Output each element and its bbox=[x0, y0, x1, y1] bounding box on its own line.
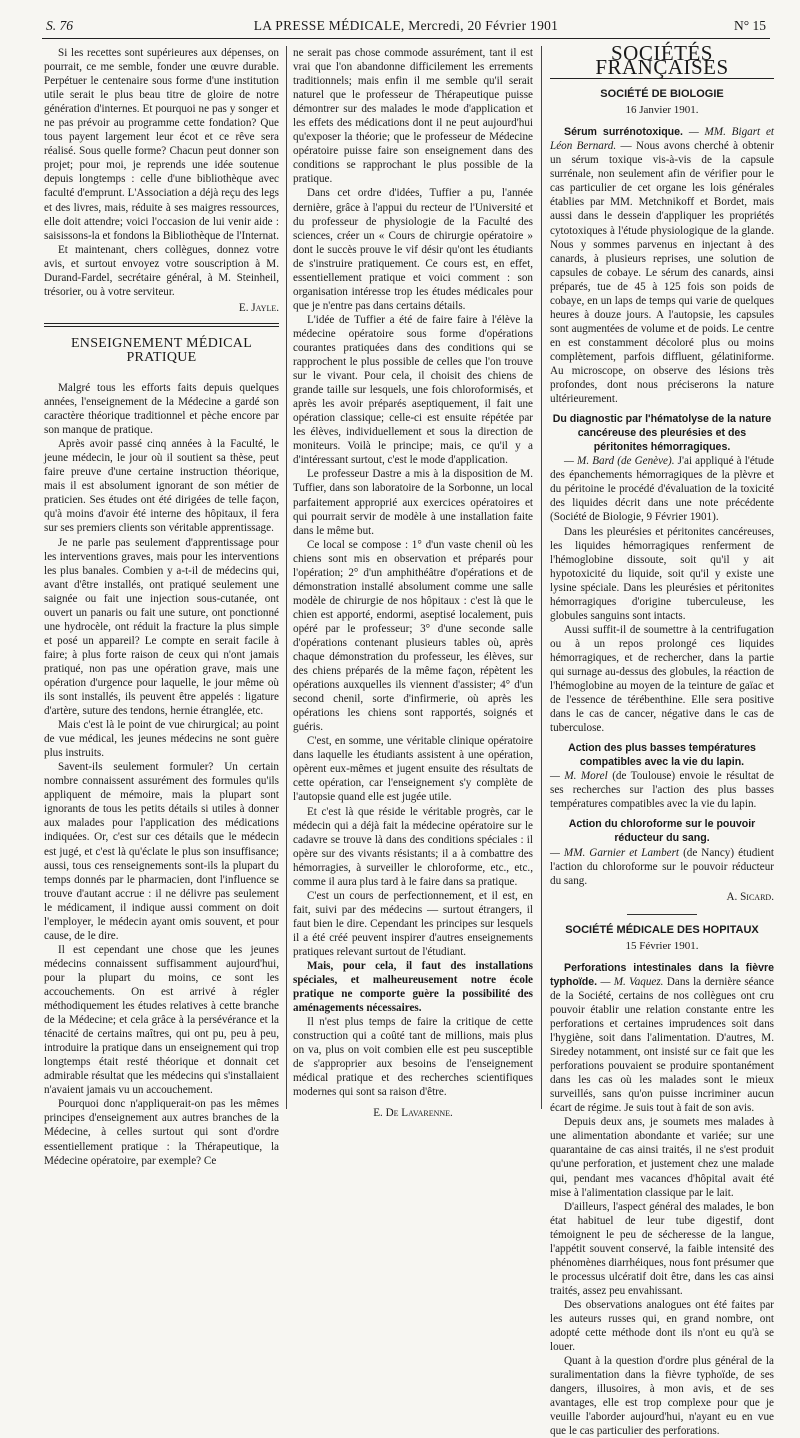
column-middle bbox=[293, 46, 533, 1119]
page-header bbox=[42, 14, 770, 39]
paragraph: Dans les pleurésies et péritonites cancéreuses, les liquides hémorragiques renferment de l'hémoglobine dissoute, soit qu'il y ait hypotoxicité du liquide, soit qu'il y existe une lysine spéciale. Dans les pleurésies et péritonites hémorragiques d'origine tuberculeuse, les globules sanguins sont intacts. bbox=[550, 525, 774, 622]
article-heading: Du diagnostic par l'hématolyse de la nature cancéreuse des pleurésies et des péritonites hémorragiques. bbox=[552, 413, 772, 454]
paragraph: Et maintenant, chers collègues, donnez votre avis, et surtout envoyez votre souscription à M. Durand-Fardel, secrétaire général, à M. Steinheil, trésorier, ou à votre serviteur. bbox=[44, 243, 279, 298]
session-date: 16 Janvier 1901. bbox=[625, 104, 699, 117]
column-right bbox=[550, 41, 775, 1438]
section-title: SOCIÉTÉS FRANÇAISES bbox=[550, 46, 774, 79]
article-heading: Action des plus basses températures compatibles avec la vie du lapin. bbox=[568, 742, 756, 769]
article bbox=[550, 846, 774, 888]
society-title: SOCIÉTÉ DE BIOLOGIE bbox=[600, 88, 724, 101]
article bbox=[550, 454, 774, 524]
signature: E. De Lavarenne. bbox=[373, 1106, 453, 1119]
signature: A. Sicard. bbox=[726, 890, 774, 903]
article-heading-block bbox=[550, 412, 774, 454]
session-date: 15 Février 1901. bbox=[625, 939, 699, 952]
article-heading-block bbox=[550, 741, 774, 769]
paragraph: Depuis deux ans, je soumets mes malades à une alimentation abondante et variée; sur une quarantaine de cas ainsi traités, il ne s'est produit qu'une perforation, et justement chez une malade qui, pendant mes vacances d'hôpital avait été mise à l'alimentation classique par le lait. bbox=[550, 1116, 774, 1199]
article-authors: — M. Morel bbox=[550, 770, 608, 783]
paragraph: Quant à la question d'ordre plus général de la suralimentation dans la fièvre typhoïde, de ses dangers, illusoires, à mon avis, et de ses avantages, elle est trop complexe pour que je veuille l'aborder aujourd'hui, n'ayant eu en vue que le cas particulier des perforations. bbox=[550, 1355, 774, 1438]
paragraph: Pourquoi donc n'appliquerait-on pas les mêmes principes d'enseignement aux autres branches de la Médecine, à celles surtout qui sont d'ordre essentiellement pratique : la Thérapeutique, la Médecine opératoire, par exemple? Ce bbox=[44, 1098, 279, 1167]
paragraph: Après avoir passé cinq années à la Faculté, le jeune médecin, le jour où il soutient sa thèse, peut faire preuve d'une certaine instruction théorique, mais il est absolument ignorant de son métier de praticien. Ses études ont été dirigées de telle façon, qu'à moins d'avoir été interne des hôpitaux, il fera sur ses premiers clients son véritable apprentissage. bbox=[44, 438, 279, 535]
paragraph: ne serait pas chose commode assurément, tant il est vrai que l'on abandonne difficilement les errements traditionnels; mais enfin il me semble qu'il serait naturel que le professeur de Thérapeutique puisse démontrer sur des malades le mode d'application et les effets des médications dont il ne peut aujourd'hui qu'exposer la théorie; que le professeur de Médecine opératoire puisse faire son enseignement dans des conditions se rapprochant le plus possible de la pratique. bbox=[293, 47, 533, 186]
article-heading-block bbox=[550, 817, 774, 845]
article-text: J'ai appliqué à l'étude des épanchements hémorragiques de la plèvre et du péritoine le procédé d'évaluation de la toxicité des liquides décrit dans une note précédente (Société de Biologie, 9 Février 1901). bbox=[550, 455, 774, 524]
column-divider bbox=[286, 46, 287, 1109]
paragraph: Des observations analogues ont été faites par les auteurs russes qui, en grand nombre, ont adopté cette méthode dont ils n'ont eu qu'à se louer. bbox=[550, 1298, 774, 1354]
society-title: SOCIÉTÉ MÉDICALE DES HOPITAUX bbox=[565, 923, 759, 936]
paragraph: Aussi suffit-il de soumettre à la centrifugation ou à un repos prolongé ces liquides hémorragiques, et de rechercher, dans la partie qui surnage au-dessus des globules, la réaction de l'hémoglobine au moyen de la teinture de gaïac et de l'essence de térébenthine. Elle sera positive dans le cas de cancer, négative dans le cas de tuberculose. bbox=[550, 623, 774, 735]
page-number: S. 76 bbox=[46, 18, 73, 33]
paragraph: Mais c'est là le point de vue chirurgical; au point de vue médical, les jeunes médecins ne sont guère plus instruits. bbox=[44, 719, 279, 760]
paragraph: Et c'est là que réside le véritable progrès, car le médecin qui a déjà fait la médecine opératoire sur le cadavre se trouve là dans des conditions spéciales : il opère sur des vivants résistants; il a à combattre des hémorragies, à surveiller le chloroforme, etc., etc., comme il aura plus tard à le faire dans sa pratique. bbox=[293, 805, 533, 888]
issue-number: N° 15 bbox=[733, 18, 766, 33]
article-heading: Perforations intestinales dans la fièvre typhoïde. bbox=[550, 961, 774, 988]
article-heading: Action du chloroforme sur le pouvoir réducteur du sang. bbox=[568, 818, 756, 845]
signature: E. Jayle. bbox=[238, 301, 279, 314]
paragraph: C'est un cours de perfectionnement, et il est, en fait, suivi par des médecins — surtout étrangers, il faut bien le dire. Cependant les principes sur lesquels il a été créé peuvent inspirer d'autres enseignements pratiques relevant surtout de l'étudiant. bbox=[293, 889, 533, 958]
article-authors: — MM. Bigart et Léon Bernard. bbox=[550, 126, 774, 153]
paragraph: Ce local se compose : 1° d'un vaste chenil où les chiens sont mis en observation et préparés pour l'opération; 2° d'un amphithéâtre d'opérations et de démonstration installé absolument comme une salle modèle de chirurgie de nos hôpitaux : c'est là que le chien est apporté, endormi, aseptisé localement, puis opéré par le professeur; 3° d'une seconde salle d'opérations contenant plusieurs tables où, après chaque démonstration du professeur, les élèves, sur des chiens préparés de la même façon, répètent les opérations auxquelles ils viennent d'assister; 4° d'un second chenil, sorte d'infirmerie, où après les opérations les chiens sont rapportés, soignés et guéris. bbox=[293, 538, 533, 734]
article bbox=[550, 125, 774, 406]
paragraph: L'idée de Tuffier a été de faire faire à l'élève la médecine opératoire sous forme d'opérations courantes pratiquées dans des conditions qui se rapprochent le plus possible de celles que l'on trouve sur le vivant. Pour cela, il choisit des chiens de grande taille sur lesquels, une fois chloroformisés, et après les avoir préparés aseptiquement, il fait une opération classique; celle-ci est ensuite répétée par les élèves, individuellement et sous la direction de moniteurs. Voilà le principe; mais, ce qu'il y a d'intéressant surtout, c'est le mode d'application. bbox=[293, 313, 533, 467]
paragraph: Savent-ils seulement formuler? Un certain nombre connaissent assurément des formules qu'ils appliquent de mémoire, mais la plupart sont ignorants de tous les petits détails si utiles à donner aux malades pour l'application des médications indiquées. Or, c'est sur ces détails que le médecin est jugé, et c'est là qu'éclate le plus son insuffisance; aussi, tous ces renseignements sont-ils la plupart du temps donnés par le pharmacien, dont l'influence se trouve d'autant accrue : il ne délivre pas seulement le médicament, il indique aussi comment on doit l'employer, le médecin ayant omis souvent, et pour cause, de le dire. bbox=[44, 761, 279, 942]
paragraph: Mais, pour cela, il faut des installations spéciales, et malheureusement notre école pratique ne comporte guère la possibilité des aménagements nécessaires. bbox=[293, 960, 533, 1015]
paragraph: Il est cependant une chose que les jeunes médecins connaissent suffisamment aujourd'hui, pour la plupart du moins, ce sont les accouchements. On est arrivé à régler méthodiquement les études relatives à cette branche de la Médecine; et cela grâce à la persévérance et la ténacité de certains maîtres, qui ont pu, peu à peu, introduire la pratique dans un enseignement qui trop longtemps était resté théorique et donnait cet admirable résultat que les médecins qui s'installaient n'avaient jamais vu un accouchement. bbox=[44, 943, 279, 1097]
paragraph: Le professeur Dastre a mis à la disposition de M. Tuffier, dans son laboratoire de la Sorbonne, un local parfaitement approprié aux exercices opératoires et qui pourrait servir de modèle à une installation faite dans le même but. bbox=[293, 468, 533, 537]
article bbox=[550, 961, 774, 1116]
article bbox=[550, 769, 774, 811]
paragraph: Si les recettes sont supérieures aux dépenses, on pourrait, ce me semble, fonder une œuvre durable. Perpétuer le centenaire sous forme d'une institution utile serait le plus beau titre de gloire de notre génération d'internes. Et pourquoi ne pas y songer et ne pas prévoir au programme cette fondation? Que tous payent largement leur écot et ce rêve sera réalisé. Sous quelle forme? Chacun peut donner son projet; pour moi, je reprends une idée soutenue depuis longtemps : celle d'une bibliothèque avec faculté d'emprunt. L'Association a déjà reçu des legs et des livres, mais, réduite à ses maigres ressources, elle doit attendre; voici l'occasion de lui venir aide : saisissons-la et fondons la Bibliothèque de l'Internat. bbox=[44, 47, 279, 242]
article-authors: — MM. Garnier et Lambert bbox=[550, 846, 680, 859]
paragraph: Dans cet ordre d'idées, Tuffier a pu, l'année dernière, grâce à l'appui du recteur de l'Université et du professeur de physiologie de la Faculté des sciences, créer un « Cours de chirurgie opératoire » dont le succès prouve le vif désir qu'ont les étudiants de s'instruire pratiquement. Ce cours est, en effet, essentiellement pratique et voici comment : son organisation intéresse trop les études médicales pour que je n'entre pas dans certains détails. bbox=[293, 187, 533, 312]
paragraph: Je ne parle pas seulement d'apprentissage pour les interventions graves, mais pour les interventions les plus banales. Combien y a-t-il de médecins qui, avant d'être installés, ont pratiqué seulement une saignée ou fait une injection sous-cutanée, ont ouvert un panaris ou fait une suture, ont ponctionné une hydrocèle, ont réduit la fracture la plus simple et posé un appareil? Le compte en serait facile à faire; à plus forte raison de ceux qui n'ont jamais pratiqué, non pas une opération grave, mais une opération d'urgence pour laquelle, le jour même où ils sont installés, ils peuvent être appelés : ligature d'artère, suture des tendons, hernie étranglée, etc. bbox=[44, 536, 279, 718]
paragraph: D'ailleurs, l'aspect général des malades, le bon état habituel de leur tube digestif, dont témoignent le peu de sécheresse de la langue, l'appétit souvent conservé, la faible intensité des phénomènes diarrhéiques, nous font présumer que le processus ulcératif doit être, dans les cas ainsi traités, assez peu envahissant. bbox=[550, 1200, 774, 1297]
article-authors: — M. Bard (de Genève). bbox=[564, 455, 675, 468]
paragraph: Malgré tous les efforts faits depuis quelques années, l'enseignement de la Médecine a gardé son caractère théorique traditionnel et pèche encore par son manque de pratique. bbox=[44, 381, 279, 437]
article-text: Dans la dernière séance de la Société, certains de nos collègues ont cru pouvoir établir une relation constante entre les perforations et certaines imprudences soit dans l'hygiène, soit dans l'alimentation. D'autres, M. Siredey notamment, ont insisté sur ce fait que les perforations pouvaient se produire spontanément dans les cas où les malades sont le mieux surveillés, sans qu'on puisse incriminer aucun écart de régime. Je suis tout à fait de son avis. bbox=[550, 975, 775, 1115]
column-divider bbox=[541, 46, 542, 1109]
paragraph: Il n'est plus temps de faire la critique de cette construction qui a coûté tant de millions, mais plus on va, plus on voit combien elle est peu susceptible de s'approprier aux besoins de l'enseignement médical pratique et des recherches scientifiques modernes qui sont sa raison d'être. bbox=[293, 1016, 533, 1099]
separator bbox=[627, 914, 697, 915]
paragraph: C'est, en somme, une véritable clinique opératoire dans laquelle les étudiants assistent à une opération, opèrent eux-mêmes et jugent ensuite des résultats de cette opération, car l'enseignement s'y complète de l'autopsie quand elle est jugée utile. bbox=[293, 735, 533, 804]
column-left bbox=[44, 46, 279, 1167]
article-heading: Sérum surrénotoxique. bbox=[564, 126, 683, 139]
article-text: (de Nancy) étudient l'action du chloroforme sur le pouvoir réducteur du sang. bbox=[550, 846, 774, 887]
section-divider bbox=[44, 323, 279, 327]
section-title: ENSEIGNEMENT MÉDICAL PRATIQUE bbox=[70, 335, 253, 365]
journal-title: LA PRESSE MÉDICALE, Mercredi, 20 Février 1901 bbox=[253, 18, 559, 33]
article-text: — Nous avons cherché à obtenir un sérum toxique vis-à-vis de la capsule surrénale, non seulement afin de vérifier pour le cas particulier de cet organe les lois générales établies par MM. Metchnikoff et Bordet, mais aussi dans le dessein d'appliquer les propriétés cytotoxiques à l'étude physiologique de la glande. Nous y sommes parvenus en injectant à des canards, à plusieurs reprises, une solution de capsules de cobaye. Le sérum des canards, ainsi préparés, tue de 45 à 125 fois son poids de cobaye, en un laps de temps qui varie de quelques heures à douze jours. A l'autopsie, les capsules sont augmentées de volume et de poids. Le centre en est constamment décoloré plus ou moins complètement, parfois diffluent, gélatiniforme. Au microscope, on observe des lésions très profondes, dont nous préciserons la nature ultérieurement. bbox=[550, 140, 774, 406]
article-authors: — M. Vaquez. bbox=[600, 975, 664, 988]
article-text: (de Toulouse) envoie le résultat de ses recherches sur l'action des plus basses températures compatibles avec la vie du lapin. bbox=[550, 770, 774, 811]
